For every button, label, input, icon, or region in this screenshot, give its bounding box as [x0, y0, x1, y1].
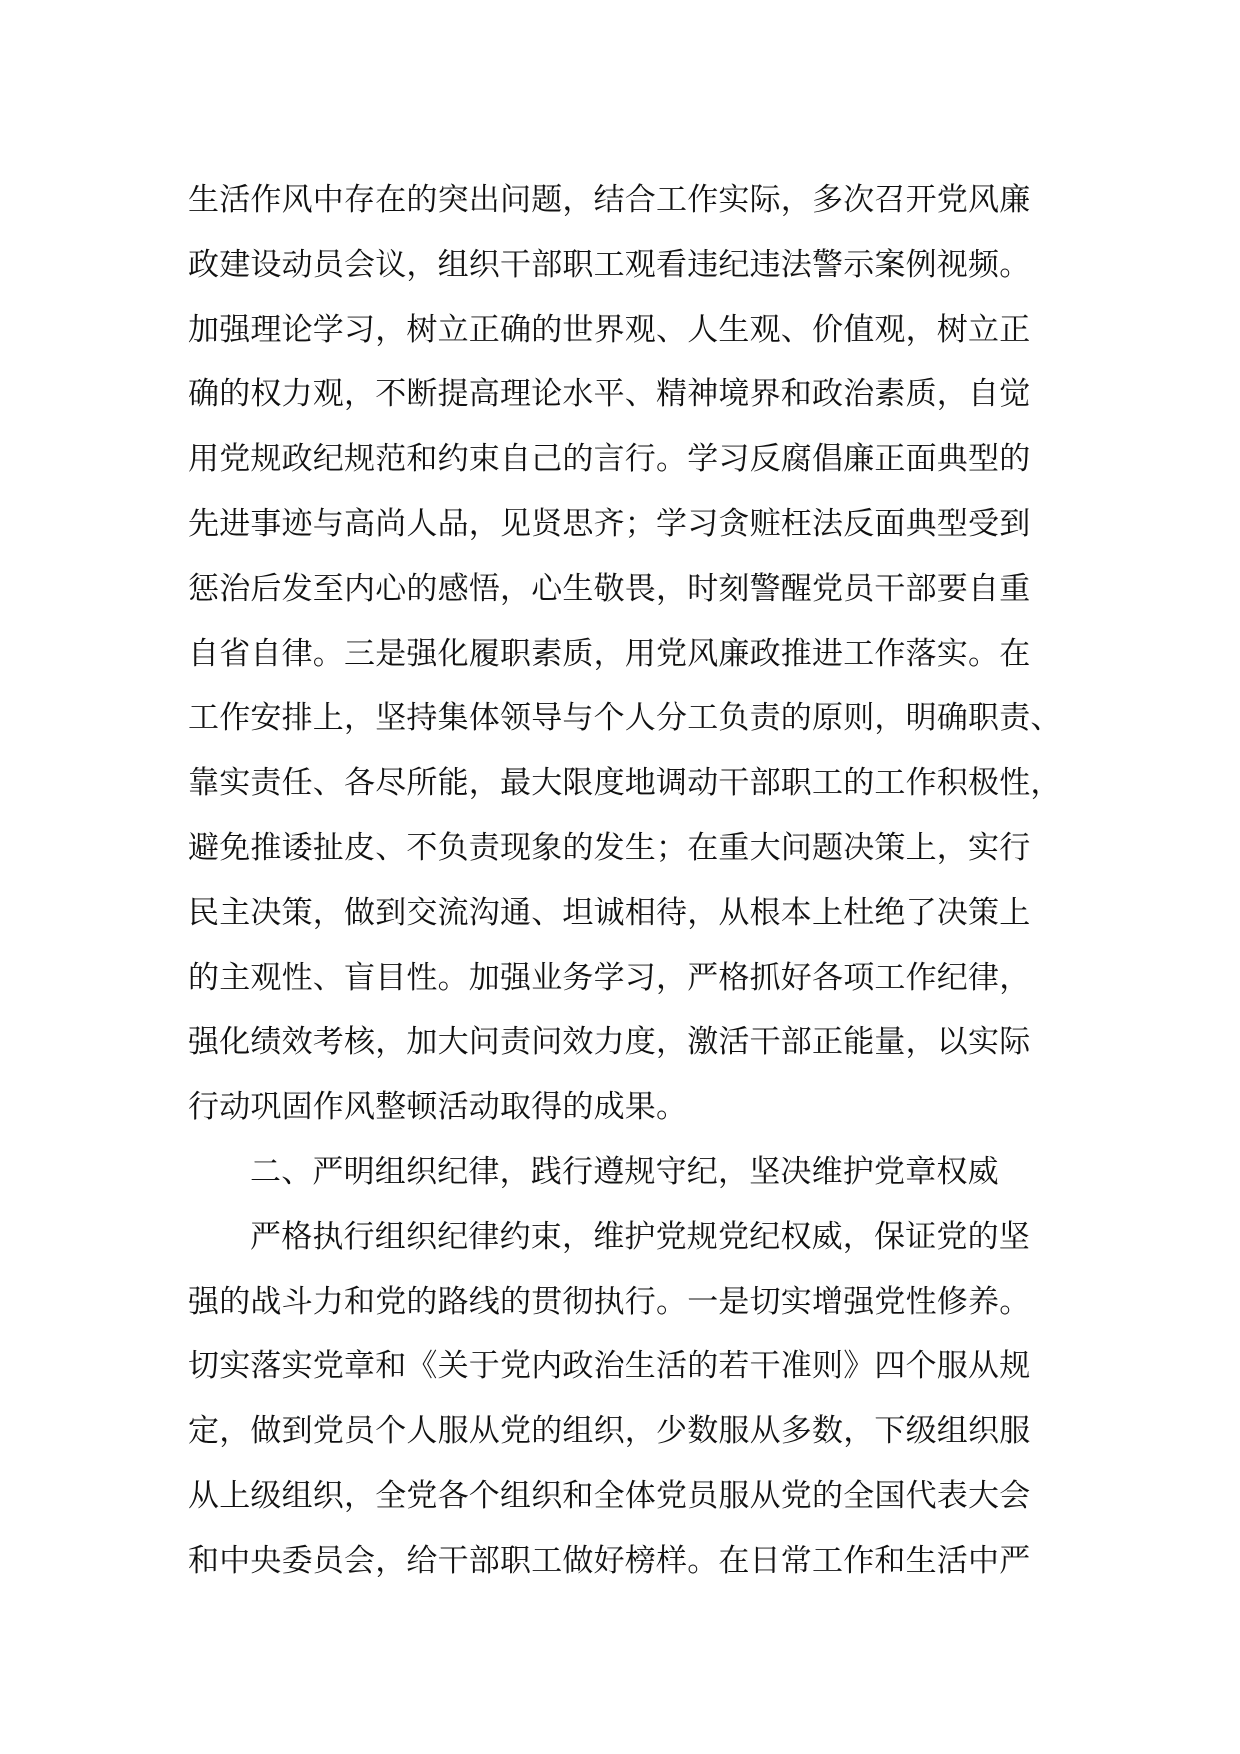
text-line: 先进事迹与高尚人品，见贤思齐；学习贪赃枉法反面典型受到 — [188, 505, 1031, 542]
text-line: 用党规政纪规范和约束自己的言行。学习反腐倡廉正面典型的 — [188, 441, 1031, 478]
text-line: 和中央委员会，给干部职工做好榜样。在日常工作和生活中严 — [188, 1542, 1031, 1579]
text-line: 避免推诿扯皮、不负责现象的发生；在重大问题决策上，实行 — [188, 829, 1031, 866]
section-heading: 二、严明组织纪律，践行遵规守纪，坚决维护党章权威 — [250, 1153, 999, 1190]
text-line: 惩治后发至内心的感悟，心生敬畏，时刻警醒党员干部要自重 — [188, 570, 1031, 607]
text-line: 强化绩效考核，加大问责问效力度，激活干部正能量，以实际 — [188, 1024, 1031, 1061]
text-line: 确的权力观，不断提高理论水平、精神境界和政治素质，自觉 — [188, 376, 1031, 413]
text-line: 政建设动员会议，组织干部职工观看违纪违法警示案例视频。 — [188, 246, 1031, 283]
paragraph-first-line: 严格执行组织纪律约束，维护党规党纪权威，保证党的坚 — [250, 1218, 1030, 1255]
text-line: 工作安排上，坚持集体领导与个人分工负责的原则，明确职责、 — [188, 700, 1062, 737]
document-body — [188, 168, 1088, 1594]
text-line: 强的战斗力和党的路线的贯彻执行。一是切实增强党性修养。 — [188, 1283, 1031, 1320]
text-line: 自省自律。三是强化履职素质，用党风廉政推进工作落实。在 — [188, 635, 1031, 672]
text-line: 切实落实党章和《关于党内政治生活的若干准则》四个服从规 — [188, 1348, 1031, 1385]
text-line: 生活作风中存在的突出问题，结合工作实际，多次召开党风廉 — [188, 182, 1031, 218]
text-line: 行动巩固作风整顿活动取得的成果。 — [188, 1089, 688, 1126]
text-line: 定，做到党员个人服从党的组织，少数服从多数，下级组织服 — [188, 1413, 1031, 1450]
text-line: 从上级组织，全党各个组织和全体党员服从党的全国代表大会 — [188, 1477, 1031, 1514]
text-line: 的主观性、盲目性。加强业务学习，严格抓好各项工作纪律， — [188, 959, 1031, 996]
text-line: 民主决策，做到交流沟通、坦诚相待，从根本上杜绝了决策上 — [188, 894, 1031, 931]
text-line: 靠实责任、各尽所能，最大限度地调动干部职工的工作积极性， — [188, 765, 1062, 802]
text-line: 加强理论学习，树立正确的世界观、人生观、价值观，树立正 — [188, 311, 1031, 348]
